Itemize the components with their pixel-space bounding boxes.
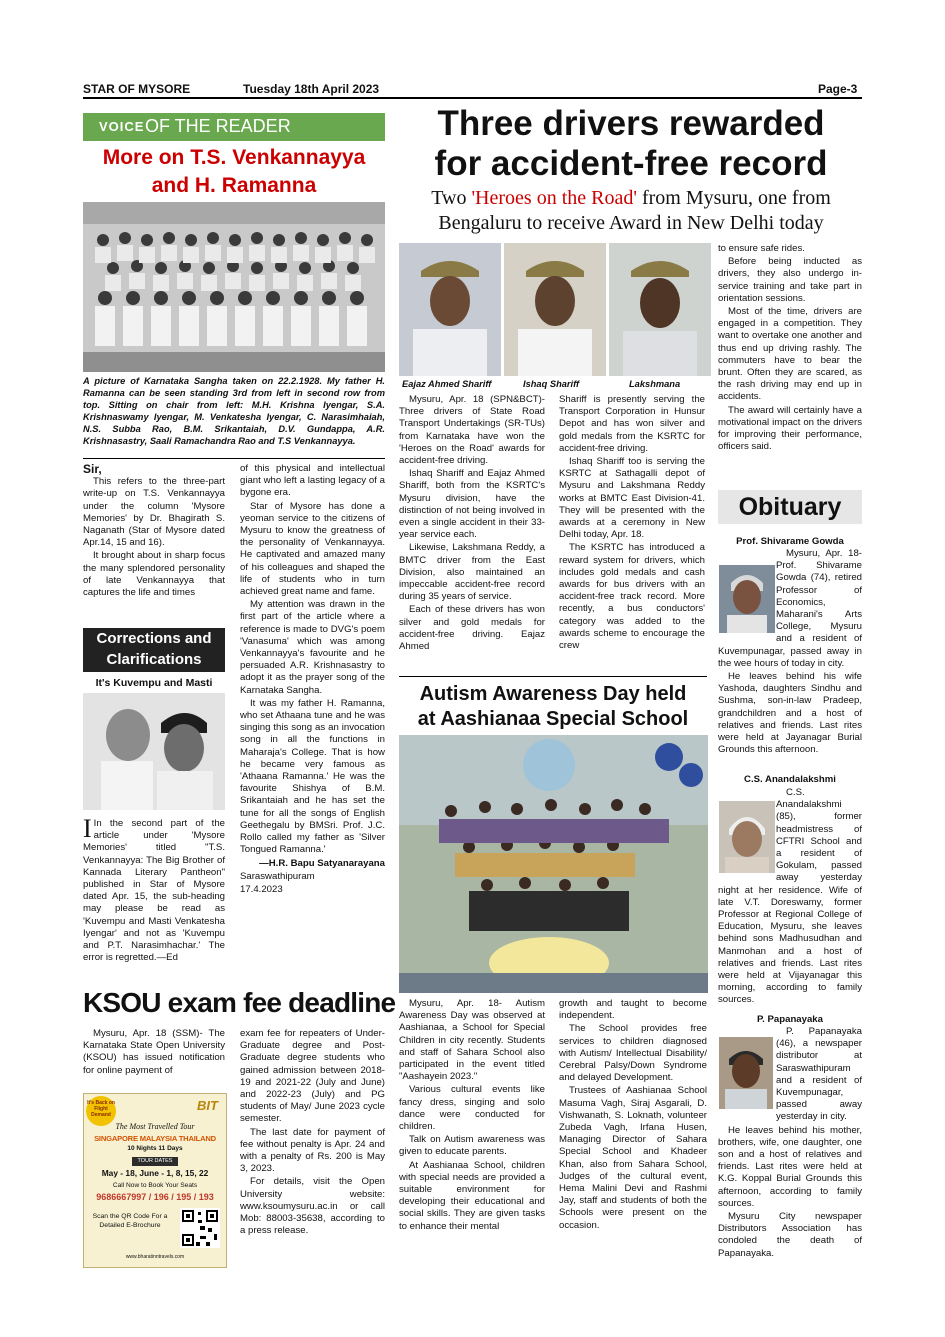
paper-name: STAR OF MYSORE xyxy=(83,82,191,96)
letter-paragraph: Star of Mysore has done a yeoman service to the citizens of Mysuru to know the greatness of the personality of Venkannayya. He captivated and amazed many of his colleagues and shaped the life of students who in turn achieved great name and fame. xyxy=(240,500,385,598)
ad-scan-line-1: Scan the QR Code For a xyxy=(92,1213,168,1220)
obituary-paragraph: He leaves behind his wife Yashoda, daughters Sindhu and Sushma, son-in-law Pradeep, grandchildren and a host of relatives and friends. Last rites were held at Jayanagar Burial Grounds this afternoon. xyxy=(718,671,862,756)
voice-headline-line-1: More on T.S. Venkannayya xyxy=(102,146,366,169)
obituary-paragraph: C.S. Anandalakshmi (85), former headmistress of CFTRI School and a resident of Gokulam, passed away yesterday night at her residence. Wife of late V.T. Doreswamy, former Professor at Regional College of Education, Mysuru, she leaves behind sons Madhusudhan and Manmohan and a host of relatives and friends. Last rites were held at Vijayanagar this morning, according to family sources. xyxy=(718,787,862,1006)
drivers-deck-line-2: Bengaluru to receive Award in New Delhi today xyxy=(438,212,824,234)
ad-website[interactable]: www.bharatinntravels.com xyxy=(125,1254,185,1260)
ksou-paragraph: The last date for payment of fee without penalty is Apr. 24 and with a penalty of Rs. 200 is May 3, 2023. xyxy=(240,1126,385,1175)
obituary-paragraph: He leaves behind his mother, brothers, wife, one daughter, one son and a host of relatives and friends. Last rites were held at K.G. Koppal Burial Grounds this afternoon, according to family sources. xyxy=(718,1124,862,1209)
obituary-entry-1 xyxy=(718,548,862,757)
drivers-paragraph: Most of the time, drivers are engaged in a competition. They want to overtake one another and thus end up driving rashly. The commuters have to bear the brunt. Often they are scared, as the rash driving may end up in accidents. xyxy=(718,306,862,403)
drivers-paragraph: The KSRTC has introduced a reward system for drivers, which includes gold medals and cash awards for bus drivers with an accident-free track record. More recently, a bus conductors' category was added to the awards scheme to encourage the crew xyxy=(559,542,705,652)
corrections-text: In the second part of the article under 'Mysore Memories' titled "T.S. Venkannayya: The Big Brother of Kannada Literary Pantheon" published in Star of Mysore dated Apr. 15, the sub-heading may please be read as 'Kuvempu and Masti Venkatesha Iyengar' and not as 'Kuvempu and P.T. Narasimhachar.' The error is regretted.—Ed xyxy=(83,818,225,964)
autism-paragraph: The School provides free services to children diagnosed with Autism/ Intellectual Disability/ Cerebral Palsy/Down Syndrome and delayed Development. xyxy=(559,1023,707,1084)
obituary-paragraph: Mysuru City newspaper Distributors Association has condoled the death of Papanayaka. xyxy=(718,1211,862,1259)
voice-kicker-a: VOICE xyxy=(99,119,145,134)
karnataka-sangha-group-photo xyxy=(83,202,385,372)
ad-scan-line-2: Detailed E-Brochure xyxy=(99,1222,161,1229)
deck-text-a: Two xyxy=(431,187,472,209)
obituary-name-1: Prof. Shivarame Gowda xyxy=(736,536,844,547)
autism-headline-line-1: Autism Awareness Day held xyxy=(419,683,687,705)
letter-paragraph: It was my father H. Ramanna, who set Athaana tune and he was singing this song as an invocation song in all the functions in Maharaja's College. That is how he became very famous as 'Athaana Ramanna.' He was the favourite Shishya of B.M. Srikantaiah and he has set the tune for all the songs of English Geethegalu by BMSri. Prof. J.C. Rollo called my father as 'Silver Tongued Ramanna.' xyxy=(240,697,385,856)
deck-text-b: from Mysuru, one from xyxy=(636,187,831,209)
obituary-paragraph: Mysuru, Apr. 18- Prof. Shivarame Gowda (74), retired Professor of Economics, Maharani's Arts College, Mysuru and a resident of Kuvempunagar, passed away in the wee hours of today in city. xyxy=(718,548,862,669)
ad-dates: May - 18, June - 1, 8, 15, 22 xyxy=(101,1168,209,1178)
group-photo-illustration xyxy=(83,202,385,372)
drivers-paragraph: Shariff is presently serving the Transport Corporation in Hunsur Depot and has won silver and gold medals from the KSRTC for accident-free driving. xyxy=(559,394,705,454)
autism-paragraph: Talk on Autism awareness was given to educate parents. xyxy=(399,1134,545,1158)
corrections-body xyxy=(83,814,225,964)
corrections-title-1: Corrections and xyxy=(96,630,212,647)
letter-signature-date: 17.4.2023 xyxy=(240,883,283,895)
letter-paragraph: This refers to the three-part write-up on T.S. Venkannayya under the column 'Mysore Memories' by Dr. Bhagirath S. Naganath (Star of Mysore dated Apr.14, 15 and 16). xyxy=(83,476,225,549)
page-number: Page-3 xyxy=(818,82,858,96)
event-photo-illustration xyxy=(399,735,708,993)
ad-dates-label: TOUR DATES xyxy=(132,1157,178,1166)
photo-wrap-spacer xyxy=(718,1026,776,1112)
ad-scan-text xyxy=(88,1212,172,1230)
drivers-column-3 xyxy=(718,243,862,454)
drivers-headline xyxy=(398,104,864,184)
autism-headline-line-2: at Aashianaa Special School xyxy=(417,708,689,730)
voice-headline-line-2: and H. Ramanna xyxy=(151,174,317,197)
driver-photos-illustration xyxy=(399,243,711,376)
obituary-banner: Obituary xyxy=(718,490,862,524)
voice-headline xyxy=(78,144,390,200)
drivers-paragraph: Before being inducted as drivers, they also undergo in-service training and take part in orientation sessions. xyxy=(718,256,862,304)
caption-rule xyxy=(83,458,385,459)
photo-wrap-spacer xyxy=(718,787,776,873)
letter-paragraph: My attention was drawn in the first part of the article where a reference is made to DVG's poem 'Vanasuma' which was among Venkannayya's favourite and he persuaded A.R. Krishnasastry to adopt it as the prayer song of the Karnataka Sangha. xyxy=(240,599,385,696)
masthead-rule xyxy=(83,97,862,99)
ksou-column-1 xyxy=(83,1028,225,1078)
obituary-name-2: C.S. Anandalakshmi xyxy=(744,774,836,785)
ksou-paragraph: exam fee for repeaters of Under-Graduate degree and Post-Graduate degree students who gained admission between 2018-19 and 2021-22 (July and June) and 2022-23 (July) and PG students of May/ June 2023 cycle semester. xyxy=(240,1028,385,1125)
drivers-headline-line-2: for accident-free record xyxy=(434,144,828,183)
ksou-paragraph: For details, visit the Open University website: www.ksoumysuru.ac.in or call Mob: 88003-35638, according to a press release. xyxy=(240,1176,385,1237)
voice-letter-column-2 xyxy=(240,463,385,897)
driver-photos xyxy=(399,243,711,376)
drivers-column-1 xyxy=(399,394,545,654)
letter-signature-place: Saraswathipuram xyxy=(240,870,315,882)
autism-headline xyxy=(396,682,710,732)
ksou-paragraph: Mysuru, Apr. 18 (SSM)- The Karnataka State Open University (KSOU) has issued notification for online payment of xyxy=(83,1028,225,1076)
drivers-paragraph: Mysuru, Apr. 18 (SPN&BCT)- Three drivers of State Road Transport Undertakings (SR-TUs) from Karnataka have won the 'Heroes on the Road' awards for accident-free driving. xyxy=(399,394,545,467)
obituary-name-3: P. Papanayaka xyxy=(757,1014,823,1025)
letter-signature: —H.R. Bapu Satyanarayana xyxy=(259,857,385,869)
letter-paragraph: of this physical and intellectual giant who left a lasting legacy of a bygone era. xyxy=(240,463,385,499)
drivers-paragraph: Each of these drivers has won silver and gold medals for accident-free driving. Eajaz Ahmed xyxy=(399,604,545,653)
ksou-column-2 xyxy=(240,1028,385,1238)
ad-duration: 10 Nights 11 Days xyxy=(127,1145,183,1152)
obituary-entry-2 xyxy=(718,787,862,1008)
autism-paragraph: Various cultural events like fancy dress, singing and solo dance were conducted for children. xyxy=(399,1084,545,1133)
ad-destinations: SINGAPORE MALAYSIA THAILAND xyxy=(94,1134,216,1143)
autism-paragraph: At Aashianaa School, children with special needs are provided a suitable environment for developing their educational and social skills. They are given tasks to enhance their mental xyxy=(399,1159,545,1232)
drivers-paragraph: to ensure safe rides. xyxy=(718,243,805,254)
ad-badge: It's Back on Flight Demand xyxy=(86,1096,116,1126)
qr-code-icon[interactable] xyxy=(180,1208,220,1248)
driver-name-caption-3: Lakshmana xyxy=(629,379,681,389)
qr-code-graphic xyxy=(180,1208,220,1248)
corrections-title-2: Clarifications xyxy=(106,651,202,668)
obituary-entry-3 xyxy=(718,1026,862,1261)
drivers-column-2 xyxy=(559,394,705,653)
portrait-illustration xyxy=(83,693,225,810)
autism-paragraph: Mysuru, Apr. 18- Autism Awareness Day was observed at Aashianaa, a School for Special Children in city recently. Students and staff of Sahara School also participated in the event titled "Aashayein 2023." xyxy=(399,998,545,1083)
autism-paragraph: Trustees of Aashianaa School Masuma Vagh, Siraj Asgarali, D. Vishwanath, S. Loknath, volunteer Zubeda Vagh, Irfana Husen, Managing Director of Sahara Special School and Khadeer Khan, also from Sahara School, Judges of the cultural event, Hema Malini Devi and Rashmi Jay, staff and students of both the Schools were present on the occasion. xyxy=(559,1085,707,1231)
voice-letter-column-1 xyxy=(83,463,225,600)
driver-name-caption-2: Ishaq Shariff xyxy=(523,379,580,389)
corrections-subhead: It's Kuvempu and Masti xyxy=(95,677,213,689)
drivers-deck xyxy=(398,186,864,236)
drivers-deck-line-1 xyxy=(398,186,864,211)
voice-banner xyxy=(83,113,385,141)
driver-name-caption-1: Eajaz Ahmed Shariff xyxy=(402,379,492,389)
ksou-headline: KSOU exam fee deadline xyxy=(83,987,396,1018)
voice-kicker-b: OF THE READER xyxy=(145,116,291,136)
letter-salutation: Sir, xyxy=(83,462,102,476)
autism-event-photo xyxy=(399,735,708,993)
drivers-headline-line-1: Three drivers rewarded xyxy=(437,104,825,143)
letter-paragraph: It brought about in sharp focus the many splendored personality of late Venkannayya that captures the life and times xyxy=(83,550,225,599)
autism-column-1 xyxy=(399,998,545,1234)
kuvempu-masti-photo xyxy=(83,693,225,810)
deck-highlight: 'Heroes on the Road' xyxy=(471,187,637,209)
ad-call: Call Now to Book Your Seats xyxy=(112,1182,198,1189)
issue-date: Tuesday 18th April 2023 xyxy=(243,82,380,96)
autism-column-2 xyxy=(559,998,707,1233)
group-photo-caption: A picture of Karnataka Sangha taken on 22.2.1928. My father H. Ramanna can be seen standing 3rd from left in second row from top. Sitting on chair from left: M.H. Krishna Iyengar, S.A. Krishnaswamy Iyengar, M. Venkatesha Iyengar, C. Narasimhaiah, N.S. Subba Rao, B.M. Srikantaiah, D.V. Gundappa, A.R. Krishnasastry, Saali Ramachandra Rao and T.S Venkannayya. xyxy=(83,376,385,446)
drivers-paragraph: Ishaq Shariff and Eajaz Ahmed Shariff, both from the KSRTC's Mysuru division, have the distinction of not being involved in even a single accident in their 33-year service each. xyxy=(399,468,545,541)
drivers-paragraph: The award will certainly have a motivational impact on the drivers for improving their performance, officers said. xyxy=(718,404,862,453)
ad-tagline: The Most Travelled Tour xyxy=(115,1122,195,1131)
drivers-bottom-rule xyxy=(399,676,707,677)
travel-ad[interactable] xyxy=(83,1093,227,1268)
corrections-banner xyxy=(83,628,225,672)
ad-brand-logo: BIT xyxy=(197,1098,218,1113)
drivers-paragraph: Ishaq Shariff too is serving the KSRTC at Sathagalli depot of Mysuru and Lakshmana Reddy works at BMTC East Division-41. They will be presented with the awards at a ceremony in New Delhi today, Apr. 18. xyxy=(559,456,705,541)
drivers-paragraph: Likewise, Lakshmana Reddy, a BMTC driver from the East Division, also maintained an impeccable accident-free record during 35 years of service. xyxy=(399,542,545,603)
ad-phones[interactable]: 9686667997 / 196 / 195 / 193 xyxy=(96,1192,214,1202)
corrections-dropcap: I xyxy=(83,814,92,843)
photo-wrap-spacer xyxy=(718,548,776,634)
obituary-paragraph: P. Papanayaka (46), a newspaper distributor at Saraswathipuram and a resident of Kuvempunagar, passed away yesterday in city. xyxy=(776,1026,862,1123)
autism-paragraph: growth and taught to become independent. xyxy=(559,998,707,1022)
